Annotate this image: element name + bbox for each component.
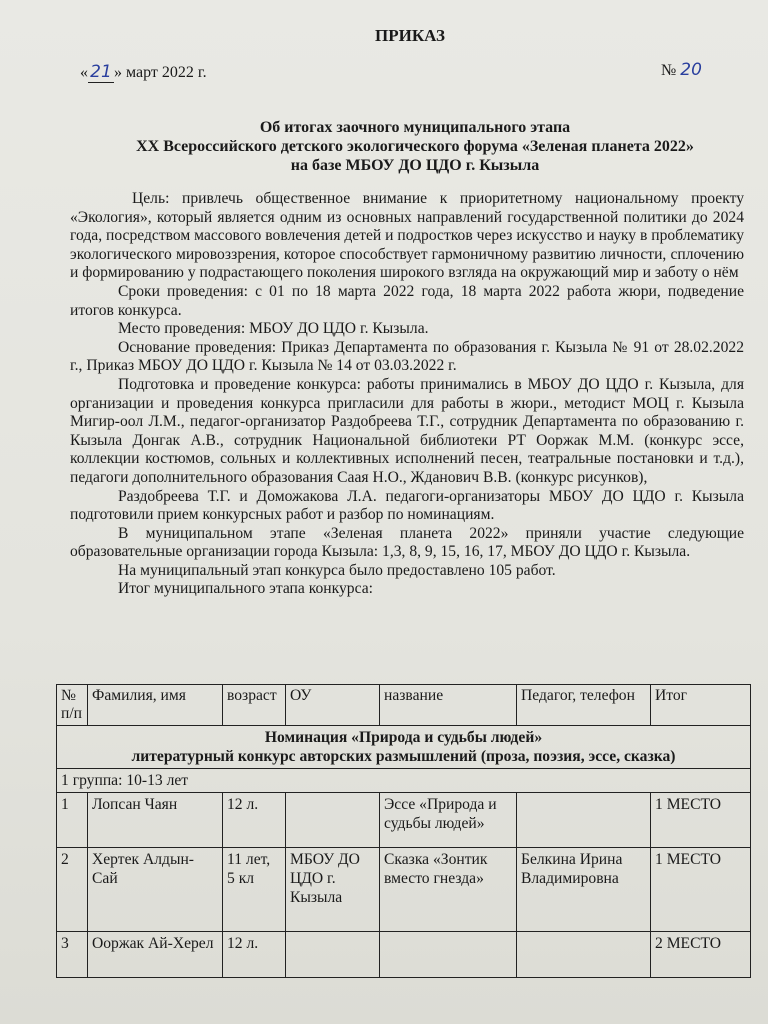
paragraph-works-count: На муниципальный этап конкурса было предоставлено 105 работ. xyxy=(118,561,556,579)
heading-line-1: Об итогах заочного муниципального этапа xyxy=(259,119,571,136)
table-header-row xyxy=(57,685,751,726)
cell-name: Ооржак Ай-Херел xyxy=(88,932,223,978)
nomination-subtitle: литературный конкурс авторских размышлений (проза, поэзия, эссе, сказка) xyxy=(131,748,676,765)
cell-title: Эссе «Природа и судьбы людей» xyxy=(380,793,517,848)
cell-teacher: Белкина Ирина Владимировна xyxy=(517,848,651,932)
order-heading xyxy=(70,118,760,175)
paragraph-dates: Сроки проведения: с 01 по 18 марта 2022 года, 18 марта 2022 работа жюри, подведение итогов конкурса. xyxy=(70,282,744,319)
cell-number: 3 xyxy=(57,932,88,978)
cell-age: 12 л. xyxy=(223,793,286,848)
paragraph-basis: Основание проведения: Приказ Департамента по образования г. Кызыла № 91 от 28.02.2022 г., Приказ МБОУ ДО ЦДО г. Кызыла № 14 от 03.03.2022 г. xyxy=(70,338,744,375)
cell-teacher xyxy=(517,932,651,978)
group-cell: 1 группа: 10-13 лет xyxy=(57,769,751,793)
table-row xyxy=(57,848,751,932)
header-school: ОУ xyxy=(286,685,380,726)
cell-title xyxy=(380,932,517,978)
paragraph-preparation: Подготовка и проведение конкурса: работы принимались в МБОУ ДО ЦДО г. Кызыла, для организации и проведения конкурса пригласили для работы в жюри., методист МОЦ г. Кызыла Мигир-оол Л.М., педагог-организатор Раздобреева Т.Г., сотрудник Департамента по образованию г. Кызыла Донгак А.В., сотрудник Национальной библиотеки РТ Ооржак М.М. (конкурс эссе, коллекции костюмов, сольных и коллективных исполнений песен, театральные постановки и т.д.), педагоги дополнительного образования Саая Н.О., Жданович В.В. (конкурс рисунков), xyxy=(70,375,744,486)
paragraph-organizers: Раздобреева Т.Г. и Доможакова Л.А. педагоги-организаторы МБОУ ДО ЦДО г. Кызыла подготовили прием конкурсных работ и разбор по номинациям. xyxy=(70,487,744,524)
order-body xyxy=(70,190,744,599)
header-teacher: Педагог, телефон xyxy=(517,685,651,726)
nomination-row xyxy=(57,726,751,769)
group-row xyxy=(57,769,751,793)
cell-teacher xyxy=(517,793,651,848)
table-row xyxy=(57,932,751,978)
nomination-title: Номинация «Природа и судьбы людей» xyxy=(264,729,543,746)
header-age: возраст xyxy=(223,685,286,726)
cell-name: Хертек Алдын-Сай xyxy=(88,848,223,932)
cell-age: 11 лет, 5 кл xyxy=(223,848,286,932)
table-row xyxy=(57,793,751,848)
number-label: № xyxy=(661,62,677,79)
date-open-quote: « xyxy=(80,64,88,81)
cell-name: Лопсан Чаян xyxy=(88,793,223,848)
header-number: № п/п xyxy=(57,685,88,726)
results-table xyxy=(56,684,751,978)
order-date xyxy=(80,62,207,83)
cell-result: 1 МЕСТО xyxy=(651,848,751,932)
cell-number: 2 xyxy=(57,848,88,932)
cell-title: Сказка «Зонтик вместо гнезда» xyxy=(380,848,517,932)
cell-school xyxy=(286,932,380,978)
nomination-cell xyxy=(57,726,751,769)
heading-line-3: на базе МБОУ ДО ЦДО г. Кызыла xyxy=(290,157,540,174)
cell-result: 1 МЕСТО xyxy=(651,793,751,848)
date-month-year: » март 2022 г. xyxy=(114,64,207,81)
date-day-handwritten: 21 xyxy=(88,62,114,83)
cell-result: 2 МЕСТО xyxy=(651,932,751,978)
paragraph-goal: Цель: привлечь общественное внимание к приоритетному национальному проекту «Экология», который является одним из основных направлений государственной политики до 2024 года, посредством массового вовлечения детей и подростков через искусство и науку в проблематику экологического мировоззрения, которое способствует гармоничному развитию личности, сплочению и формированию у подрастающего поколения широкого взгляда на окружающий мир и заботу о нём xyxy=(70,190,744,282)
cell-age: 12 л. xyxy=(223,932,286,978)
cell-school: МБОУ ДО ЦДО г. Кызыла xyxy=(286,848,380,932)
paragraph-place: Место проведения: МБОУ ДО ЦДО г. Кызыла. xyxy=(118,320,429,338)
document-title: ПРИКАЗ xyxy=(375,26,445,45)
cell-school xyxy=(286,793,380,848)
header-title: название xyxy=(380,685,517,726)
heading-line-2: XX Всероссийского детского экологического форума «Зеленая планета 2022» xyxy=(136,138,694,155)
cell-number: 1 xyxy=(57,793,88,848)
number-handwritten: 20 xyxy=(680,60,702,80)
order-number xyxy=(661,60,702,80)
paragraph-participants: В муниципальном этапе «Зеленая планета 2022» приняли участие следующие образовательные организации города Кызыла: 1,3, 8, 9, 15, 16, 17, МБОУ ДО ЦДО г. Кызыла. xyxy=(70,524,744,561)
paragraph-results-intro: Итог муниципального этапа конкурса: xyxy=(118,580,373,598)
header-name: Фамилия, имя xyxy=(88,685,223,726)
header-result: Итог xyxy=(651,685,751,726)
